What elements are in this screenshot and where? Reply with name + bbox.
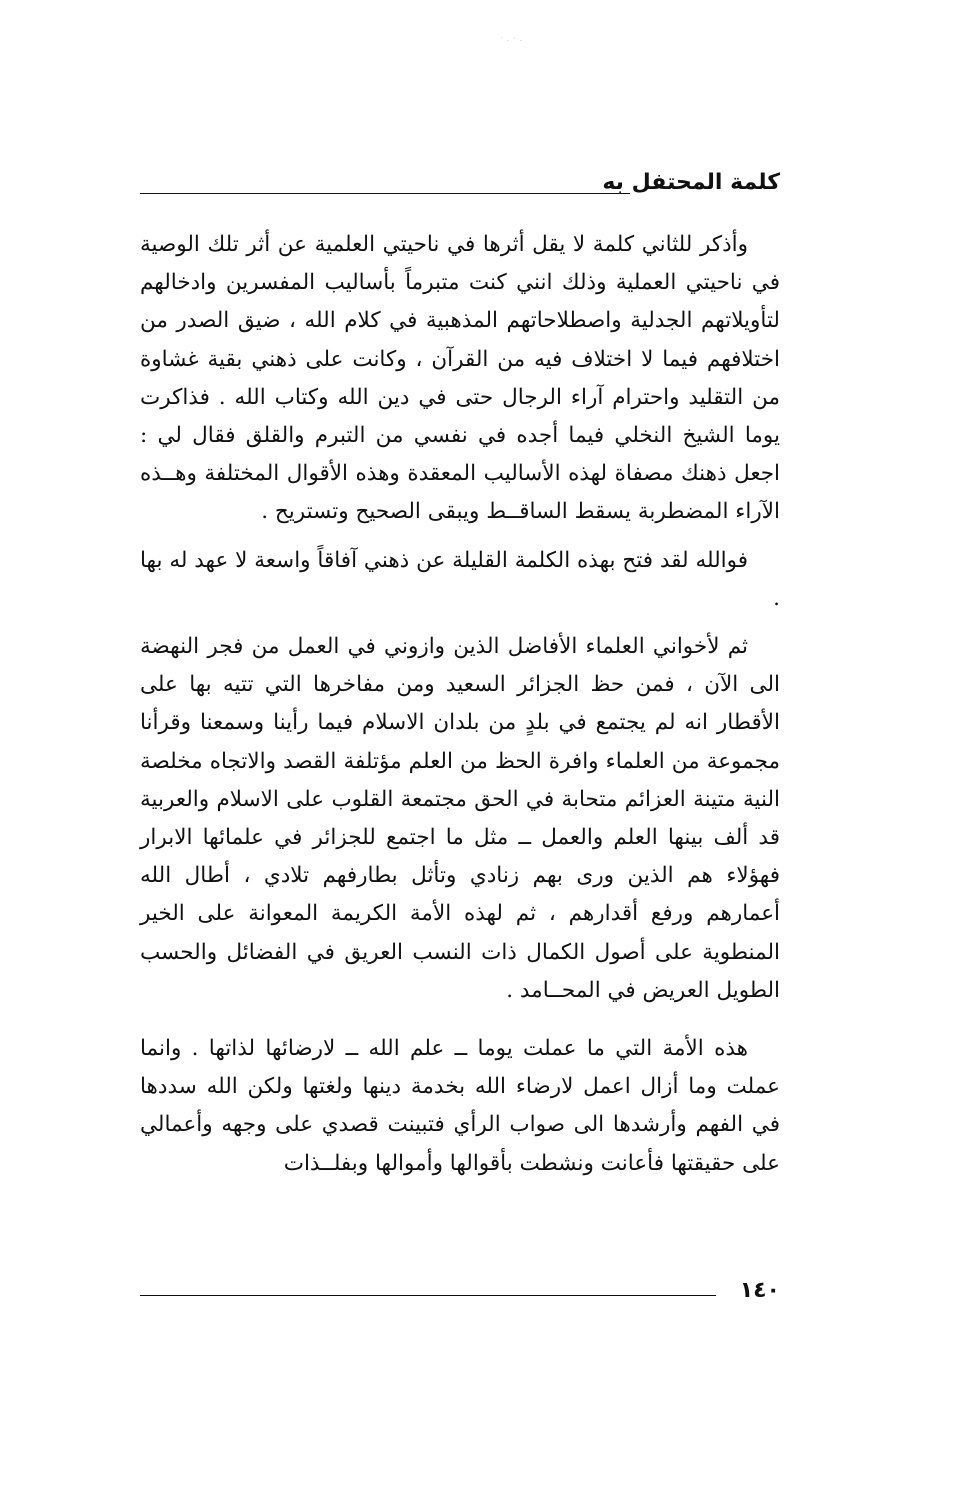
paragraph-1: وأذكر للثاني كلمة لا يقل أثرها في ناحيتي العلمية عن أثر تلك الوصية في ناحيتي العملية وذلك انني كنت متبرماً بأساليب المفسرين وادخالهم لتأويلاتهم الجدلية واصطلاحاتهم المذهبية في كلام الله ، ضيق الصدر من اختلافهم فيما لا اختلاف فيه من القرآن ، وكانت على ذهني بقية غشاوة من التقليد واحترام آراء الرجال حتى في دين الله وكتاب الله . فذاكرت يوما الشيخ النخلي فيما أجده في نفسي من التبرم والقلق فقال لي : اجعل ذهنك مصفاة لهذه الأساليب المعقدة وهذه الأقوال المختلفة وهــذه الآراء المضطربة يسقط الساقــط ويبقى الصحيح وتستريح .	[140, 232, 780, 525]
page-number: ١٤٠	[739, 1278, 780, 1303]
running-header	[140, 168, 780, 204]
footer-rule	[140, 1295, 716, 1296]
scan-speck: ·.·.	[500, 34, 527, 43]
page-footer	[140, 1276, 780, 1306]
paragraph-3: ثم لأخواني العلماء الأفاضل الذين وازوني في العمل من فجر النهضة الى الآن ، فمن حظ الجزائر السعيد ومن مفاخرها التي تتيه بها على الأقطار انه لم يجتمع في بلدٍ من بلدان الاسلام فيما رأينا وسمعنا وقرأنا مجموعة من العلماء وافرة الحظ من العلم مؤتلفة القصد والاتجاه مخلصة النية متينة العزائم متحابة في الحق مجتمعة القلوب على الاسلام والعربية قد ألف بينها العلم والعمل ــ مثل ما اجتمع للجزائر في علمائها الابرار فهؤلاء هم الذين ورى بهم زنادي وتأثل بطارفهم تلادي ، أطال الله أعمارهم ورفع أقدارهم ، ثم لهذه الأمة الكريمة المعوانة على الخير المنطوية على أصول الكمال ذات النسب العريق في الفضائل والحسب الطويل العريض في المحــامد .	[140, 634, 780, 1003]
paragraph-2: فوالله لقد فتح بهذه الكلمة القليلة عن ذهني آفاقاً واسعة لا عهد له بها .	[140, 547, 780, 611]
running-title: كلمة المحتفل به	[602, 170, 780, 195]
paragraph-4: هذه الأمة التي ما عملت يوما ــ علم الله ــ لارضائها لذاتها . وانما عملت وما أزال اعمل لارضاء الله بخدمة دينها ولغتها ولكن الله سددها في الفهم وأرشدها الى صواب الرأي فتبينت قصدي على وجهه وأعمالي على حقيقتها فأعانت ونشطت بأقوالها وأموالها وبفلــذات	[140, 1036, 780, 1176]
body-text	[140, 226, 780, 1183]
header-rule	[140, 193, 630, 194]
